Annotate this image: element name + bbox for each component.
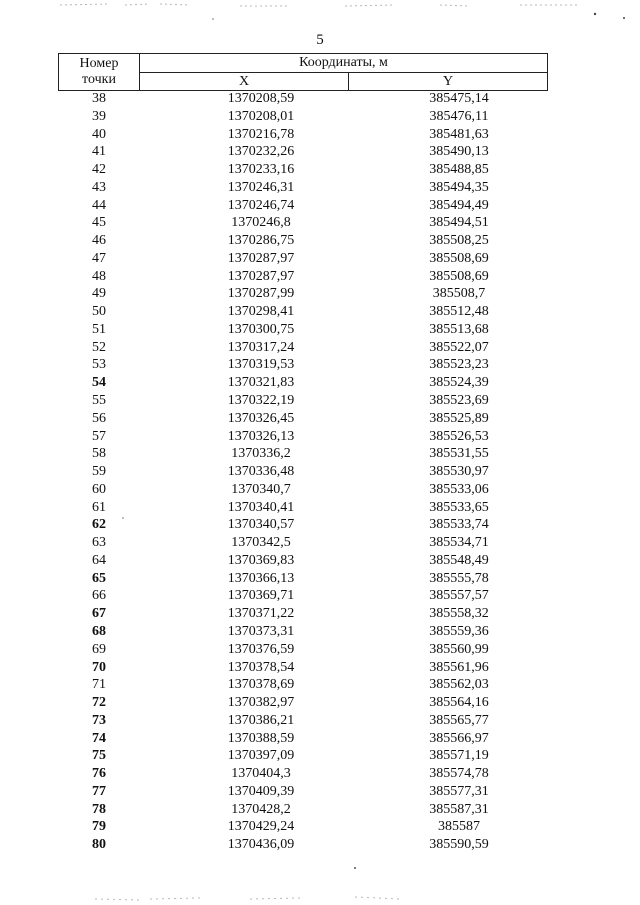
y-coordinate: 385494,49 (429, 197, 489, 213)
y-coordinate: 385590,59 (429, 837, 489, 853)
point-number: 57 (92, 428, 106, 444)
table-row (58, 374, 548, 392)
point-number: 59 (92, 464, 106, 480)
table-row (58, 285, 548, 303)
y-coordinate: 385533,65 (429, 499, 489, 515)
table-row (58, 641, 548, 659)
point-number: 51 (92, 321, 106, 337)
x-coordinate: 1370428,2 (231, 801, 291, 817)
y-column-header: Y (348, 72, 548, 91)
point-number: 78 (92, 801, 106, 817)
table-row (58, 552, 548, 570)
x-coordinate: 1370287,99 (227, 286, 295, 302)
table-row (58, 356, 548, 374)
x-coordinate: 1370429,24 (227, 819, 295, 835)
table-header (58, 53, 548, 91)
point-number: 61 (92, 499, 106, 515)
point-number: 40 (92, 126, 106, 142)
point-number: 69 (92, 641, 106, 657)
table-row (58, 516, 548, 534)
x-coordinate: 1370378,69 (227, 677, 295, 693)
point-number: 50 (92, 304, 106, 320)
point-number: 80 (92, 837, 106, 853)
table-row (58, 730, 548, 748)
x-coordinate: 1370246,74 (227, 197, 295, 213)
table-row (58, 250, 548, 268)
table-row (58, 445, 548, 463)
coordinates-header: Координаты, м (139, 53, 548, 73)
x-coordinate: 1370373,31 (227, 623, 295, 639)
x-coordinate: 1370409,39 (227, 783, 295, 799)
point-number: 77 (92, 783, 106, 799)
table-row (58, 90, 548, 108)
table-row (58, 463, 548, 481)
point-number: 72 (92, 695, 106, 711)
point-number: 48 (92, 268, 106, 284)
page-number: 5 (316, 32, 324, 48)
y-coordinate: 385562,03 (429, 677, 489, 693)
point-number: 39 (92, 108, 106, 124)
y-coordinate: 385574,78 (429, 766, 489, 782)
x-coordinate: 1370298,41 (227, 304, 295, 320)
point-number: 79 (92, 819, 106, 835)
table-row (58, 712, 548, 730)
point-number: 54 (92, 375, 106, 391)
point-number: 64 (92, 552, 106, 568)
point-number: 44 (92, 197, 106, 213)
table-row (58, 659, 548, 677)
point-number: 68 (92, 623, 106, 639)
x-coordinate: 1370340,41 (227, 499, 295, 515)
point-number: 74 (92, 730, 106, 746)
x-coordinate: 1370208,01 (227, 108, 295, 124)
point-number: 66 (92, 588, 106, 604)
x-coordinate: 1370321,83 (227, 375, 295, 391)
x-coordinate: 1370286,75 (227, 233, 295, 249)
table-row (58, 197, 548, 215)
y-coordinate: 385587,31 (429, 801, 489, 817)
x-coordinate: 1370404,3 (231, 766, 291, 782)
y-coordinate: 385494,51 (429, 215, 489, 231)
y-coordinate: 385488,85 (429, 162, 489, 178)
table-row (58, 392, 548, 410)
x-coordinate: 1370300,75 (227, 321, 295, 337)
point-number: 58 (92, 446, 106, 462)
x-coordinate: 1370388,59 (227, 730, 295, 746)
y-coordinate: 385513,68 (429, 321, 489, 337)
y-coordinate: 385525,89 (429, 410, 489, 426)
x-coordinate: 1370246,31 (227, 179, 295, 195)
x-coordinate: 1370336,48 (227, 464, 295, 480)
table-row (58, 214, 548, 232)
point-number: 49 (92, 286, 106, 302)
table-row (58, 126, 548, 144)
table-row (58, 232, 548, 250)
y-coordinate: 385508,69 (429, 268, 489, 284)
x-coordinate: 1370340,7 (231, 481, 291, 497)
y-coordinate: 385561,96 (429, 659, 489, 675)
y-coordinate: 385557,57 (429, 588, 489, 604)
y-coordinate: 385534,71 (429, 535, 489, 551)
coordinates-table-body (58, 90, 548, 854)
x-coordinate: 1370326,13 (227, 428, 295, 444)
table-row (58, 534, 548, 552)
y-coordinate: 385522,07 (429, 339, 489, 355)
y-coordinate: 385508,25 (429, 233, 489, 249)
point-number: 45 (92, 215, 106, 231)
y-coordinate: 385564,16 (429, 695, 489, 711)
y-coordinate: 385512,48 (429, 304, 489, 320)
table-row (58, 587, 548, 605)
x-coordinate: 1370216,78 (227, 126, 295, 142)
point-number-header (58, 53, 140, 91)
table-row (58, 836, 548, 854)
x-coordinate: 1370397,09 (227, 748, 295, 764)
x-coordinate: 1370287,97 (227, 268, 295, 284)
point-number: 65 (92, 570, 106, 586)
x-coordinate: 1370382,97 (227, 695, 295, 711)
y-coordinate: 385577,31 (429, 783, 489, 799)
y-coordinate: 385508,7 (432, 286, 486, 302)
point-number: 55 (92, 393, 106, 409)
x-coordinate: 1370322,19 (227, 393, 295, 409)
y-coordinate: 385587 (438, 819, 480, 835)
y-coordinate: 385476,11 (429, 108, 489, 124)
y-coordinate: 385531,55 (429, 446, 489, 462)
x-coordinate: 1370208,59 (227, 91, 295, 106)
table-row (58, 410, 548, 428)
table-row (58, 623, 548, 641)
x-coordinate: 1370336,2 (231, 446, 291, 462)
table-row (58, 179, 548, 197)
x-coordinate: 1370369,71 (227, 588, 295, 604)
x-coordinate: 1370386,21 (227, 712, 295, 728)
table-row (58, 428, 548, 446)
y-coordinate: 385526,53 (429, 428, 489, 444)
x-coordinate: 1370319,53 (227, 357, 295, 373)
x-coordinate: 1370369,83 (227, 552, 295, 568)
x-coordinate: 1370326,45 (227, 410, 295, 426)
table-row (58, 321, 548, 339)
point-number: 60 (92, 481, 106, 497)
point-number: 52 (92, 339, 106, 355)
table-row (58, 605, 548, 623)
y-coordinate: 385475,14 (429, 91, 489, 106)
point-number: 75 (92, 748, 106, 764)
point-number: 38 (92, 91, 106, 106)
point-number: 41 (92, 144, 106, 160)
x-coordinate: 1370246,8 (231, 215, 291, 231)
table-row (58, 801, 548, 819)
point-number: 53 (92, 357, 106, 373)
y-coordinate: 385555,78 (429, 570, 489, 586)
y-coordinate: 385524,39 (429, 375, 489, 391)
point-number: 46 (92, 233, 106, 249)
point-number: 43 (92, 179, 106, 195)
point-number: 56 (92, 410, 106, 426)
y-coordinate: 385490,13 (429, 144, 489, 160)
table-row (58, 143, 548, 161)
table-row (58, 818, 548, 836)
point-number: 67 (92, 606, 106, 622)
y-coordinate: 385559,36 (429, 623, 489, 639)
table-row (58, 268, 548, 286)
point-number: 71 (92, 677, 106, 693)
point-number-header-label: Номер точки (79, 56, 119, 87)
y-coordinate: 385548,49 (429, 552, 489, 568)
table-row (58, 694, 548, 712)
x-coordinate: 1370233,16 (227, 162, 295, 178)
table-row (58, 765, 548, 783)
point-number: 42 (92, 162, 106, 178)
point-number: 73 (92, 712, 106, 728)
x-coordinate: 1370376,59 (227, 641, 295, 657)
point-number: 63 (92, 535, 106, 551)
table-row (58, 783, 548, 801)
table-row (58, 481, 548, 499)
x-coordinate: 1370366,13 (227, 570, 295, 586)
table-row (58, 676, 548, 694)
y-coordinate: 385508,69 (429, 250, 489, 266)
x-coordinate: 1370371,22 (227, 606, 295, 622)
y-coordinate: 385481,63 (429, 126, 489, 142)
y-coordinate: 385533,74 (429, 517, 489, 533)
y-coordinate: 385565,77 (429, 712, 489, 728)
x-coordinate: 1370232,26 (227, 144, 295, 160)
table-row (58, 499, 548, 517)
y-coordinate: 385533,06 (429, 481, 489, 497)
x-coordinate: 1370317,24 (227, 339, 295, 355)
y-coordinate: 385571,19 (429, 748, 489, 764)
y-coordinate: 385566,97 (429, 730, 489, 746)
x-coordinate: 1370340,57 (227, 517, 295, 533)
table-row (58, 339, 548, 357)
y-coordinate: 385523,69 (429, 393, 489, 409)
x-coordinate: 1370287,97 (227, 250, 295, 266)
table-row (58, 570, 548, 588)
table-row (58, 747, 548, 765)
table-row (58, 108, 548, 126)
x-column-header: X (139, 72, 349, 91)
point-number: 47 (92, 250, 106, 266)
x-coordinate: 1370378,54 (227, 659, 295, 675)
y-coordinate: 385494,35 (429, 179, 489, 195)
point-number: 70 (92, 659, 106, 675)
point-number: 62 (92, 517, 106, 533)
x-coordinate: 1370436,09 (227, 837, 295, 853)
table-row (58, 303, 548, 321)
y-coordinate: 385523,23 (429, 357, 489, 373)
y-coordinate: 385530,97 (429, 464, 489, 480)
y-coordinate: 385560,99 (429, 641, 489, 657)
table-row (58, 161, 548, 179)
point-number: 76 (92, 766, 106, 782)
y-coordinate: 385558,32 (429, 606, 489, 622)
x-coordinate: 1370342,5 (231, 535, 291, 551)
